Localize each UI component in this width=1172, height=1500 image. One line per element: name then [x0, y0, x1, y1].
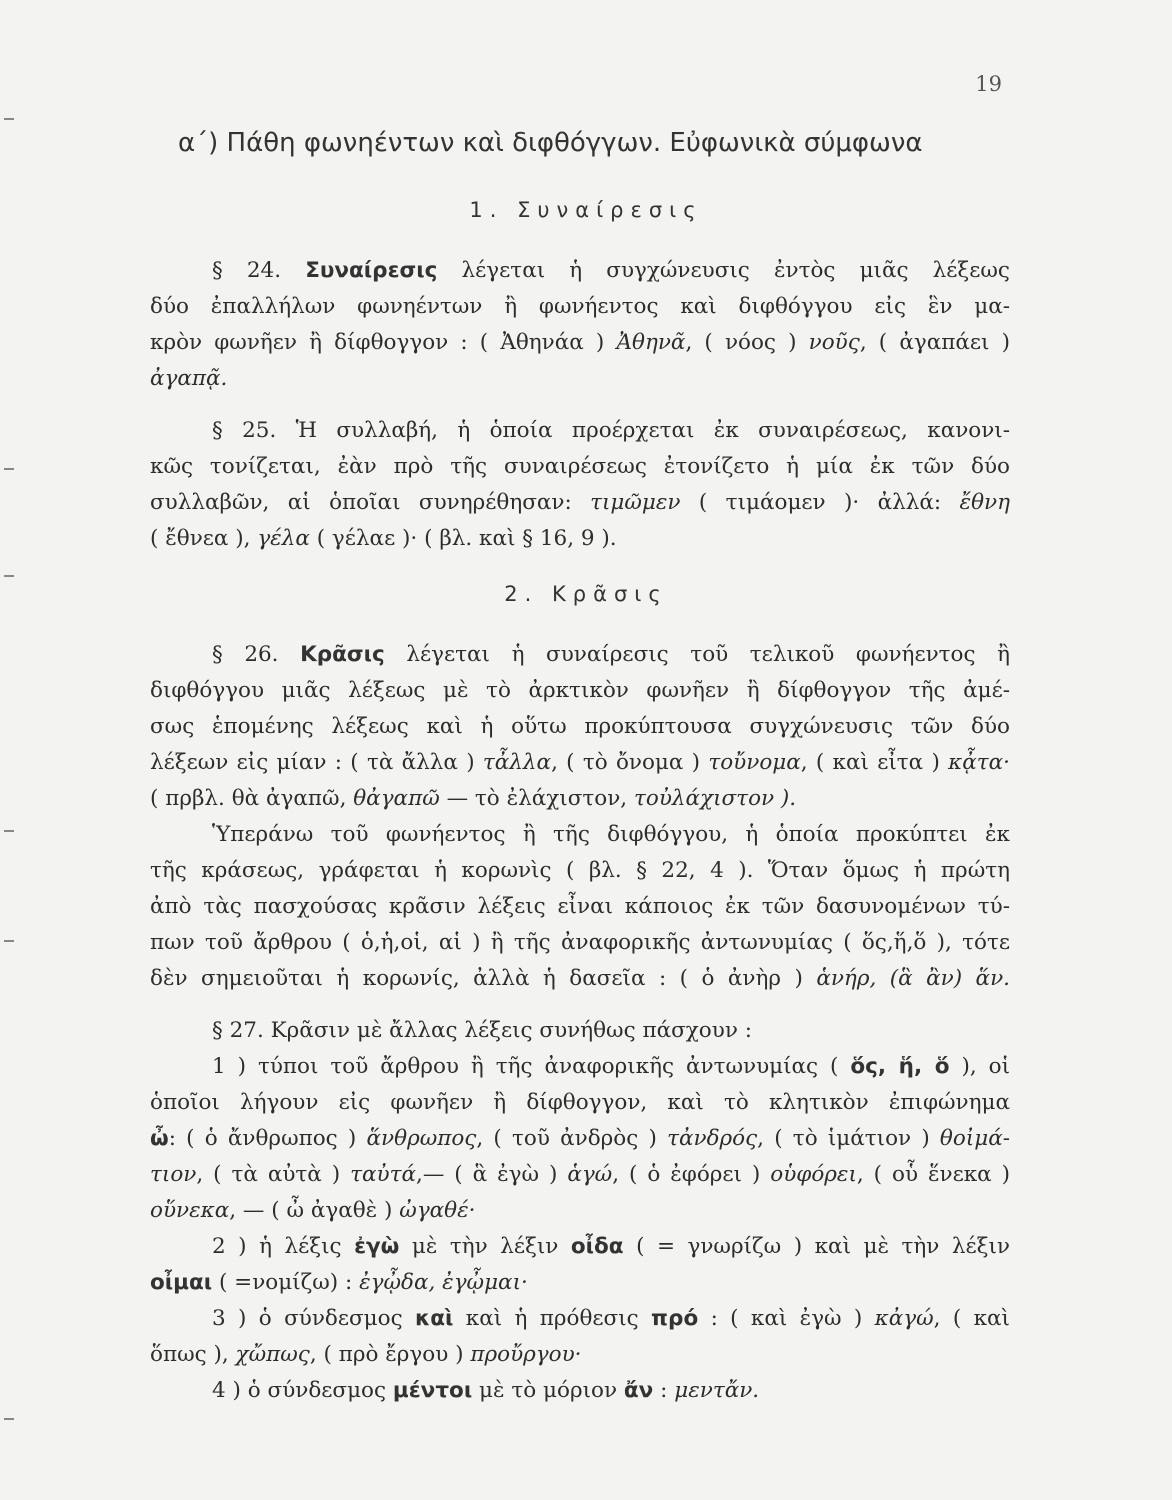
text-run: ,— ( ἃ ἐγὼ ) [416, 1162, 568, 1187]
text-run: καὶ ἡ πρόθεσις [453, 1306, 652, 1331]
text-run: : ( καὶ ἐγὼ ) [698, 1306, 875, 1331]
paragraph-25-line: § 25. Ἡ συλλαβή, ἡ ὁποία προέρχεται ἐκ συναιρέσεως, κανονι- [212, 418, 1010, 443]
paragraph-27-line [150, 1124, 1010, 1154]
example: κᾆτα· [948, 750, 1010, 775]
example: ὠγαθέ· [399, 1198, 476, 1223]
text-run: , ( πρὸ ἔργου ) [309, 1342, 471, 1367]
paragraph-26-line [150, 964, 1010, 994]
text-run: 1 ) τύποι τοῦ ἄρθρου ἢ τῆς ἀναφορικῆς ἀντωνυμίας ( [212, 1054, 851, 1079]
paragraph-26-line: Ὑπεράνω τοῦ φωνήεντος ἢ τῆς διφθόγγου, ἡ ὁποία προκύπτει ἐκ [212, 822, 1010, 847]
text-run: : [653, 1378, 675, 1403]
text-run: , ( ὁ ἐφόρει ) [612, 1162, 771, 1187]
example: οὕνεκα [150, 1198, 230, 1223]
example: προὔργου· [470, 1342, 582, 1367]
margin-mark [4, 830, 14, 832]
example: ἁνήρ, (ἃ ἂν) ἅν. [816, 966, 1010, 991]
paragraph-26-line: τῆς κράσεως, γράφεται ἡ κορωνὶς ( βλ. § 22, 4 ). Ὅταν ὅμως ἡ πρώτη [150, 858, 1010, 883]
term: καὶ [414, 1306, 454, 1331]
text-run: ), οἱ [949, 1054, 1010, 1079]
paragraph-27-line [212, 1052, 1010, 1082]
example: χὤπως [235, 1342, 310, 1367]
example: ἅνθρωπος [366, 1126, 477, 1151]
example: ἀγαπᾷ. [150, 366, 228, 391]
paragraph-26-line: σως ἑπομένης λέξεως καὶ ἡ οὕτω προκύπτουσα συγχώνευσις τῶν δύο [150, 714, 1010, 739]
example: τιμῶμεν [590, 490, 681, 515]
example: ταὐτά [350, 1162, 417, 1187]
paragraph-27-line: ὁποῖοι λήγουν εἰς φωνῆεν ἢ δίφθογγον, καὶ τὸ κλητικὸν ἐπιφώνημα [150, 1090, 1010, 1115]
example: θἀγαπῶ [353, 786, 440, 811]
margin-mark [4, 575, 14, 577]
text-run: , ( τὰ αὐτὰ ) [196, 1162, 351, 1187]
text-run: κρὸν φωνῆεν ἢ δίφθογγον : ( Ἀθηνάα ) [150, 330, 617, 355]
term: ὦ [150, 1126, 169, 1151]
margin-mark [4, 468, 14, 470]
paragraph-27-line [212, 1304, 1010, 1334]
text-run: , ( νόος ) [685, 330, 809, 355]
example: ἁγώ [567, 1162, 613, 1187]
text-run: , ( τὸ ἱμάτιον ) [757, 1126, 940, 1151]
section-number: § 26. [212, 642, 301, 667]
paragraph-26-line: διφθόγγου μιᾶς λέξεως μὲ τὸ ἀρκτικὸν φωνῆεν ἢ δίφθογγον τῆς ἀμέ- [150, 678, 1010, 703]
paragraph-26-line: πων τοῦ ἄρθρου ( ὁ,ἡ,οἱ, αἱ ) ἢ τῆς ἀναφορικῆς ἀντωνυμίας ( ὅς,ἥ,ὅ ), τότε [150, 930, 1010, 955]
text-run: ( ἔθνεα ), [150, 526, 258, 551]
term: μέντοι [392, 1378, 473, 1403]
section-number: § 24. [212, 258, 306, 283]
section-heading-krasis: 2. Κρᾶσις [504, 582, 668, 606]
text-run: ( τιμάομεν )· ἀλλά: [680, 490, 960, 515]
term: Κρᾶσις [300, 642, 385, 667]
example: τἀνδρός [667, 1126, 758, 1151]
text-run: , — ( ὦ ἀγαθὲ ) [229, 1198, 400, 1223]
text-run: , ( ἀγαπάει ) [859, 330, 1010, 355]
paragraph-25-line [150, 524, 1010, 554]
term: οἶμαι [150, 1270, 213, 1295]
text-run: : ( ὁ ἄνθρωπος ) [168, 1126, 367, 1151]
example: ἔθνη [959, 490, 1010, 515]
paragraph-25-line [150, 488, 1010, 518]
paragraph-27-line [150, 1268, 1010, 1298]
text-run: λέγεται ἡ συγχώνευσις ἐντὸς μιᾶς λέξεως [437, 258, 1010, 283]
example: τοὐλάχιστον ). [633, 786, 797, 811]
example: οὑφόρει [770, 1162, 857, 1187]
text-run: 4 ) ὁ σύνδεσμος [212, 1378, 393, 1403]
example: τἆλλα [482, 750, 552, 775]
paragraph-27-line: § 27. Κρᾶσιν μὲ ἄλλας λέξεις συνήθως πάσχουν : [212, 1018, 752, 1043]
paragraph-24-line: δύο ἐπαλλήλων φωνηέντων ἢ φωνήεντος καὶ διφθόγγου εἰς ἓν μα- [150, 294, 1010, 319]
example: τιον [150, 1162, 197, 1187]
term: πρό [651, 1306, 699, 1331]
text-run: λέγεται ἡ συναίρεσις τοῦ τελικοῦ φωνήεντος ἢ [384, 642, 1010, 667]
text-run: συλλαβῶν, αἱ ὁποῖαι συνηρέθησαν: [150, 490, 591, 515]
paragraph-27-line [212, 1232, 1010, 1262]
term: ἐγὼ [354, 1234, 400, 1259]
text-run: , ( τὸ ὄνομα ) [551, 750, 709, 775]
example: μεντἄν. [674, 1378, 760, 1403]
paragraph-26-line [212, 640, 1010, 670]
term: ὅς, ἥ, ὅ [850, 1054, 950, 1079]
example: τοὔνομα [708, 750, 801, 775]
text-run: 3 ) ὁ σύνδεσμος [212, 1306, 415, 1331]
example: Ἀθηνᾶ [616, 330, 686, 355]
paragraph-27-line [212, 1376, 1072, 1406]
example: ἐγᾦδα, ἐγᾦμαι· [359, 1270, 528, 1295]
text-run: ( γέλαε )· ( βλ. καὶ § 16, 9 ). [309, 526, 617, 551]
term: ἄν [623, 1378, 654, 1403]
text-run: μὲ τὴν λέξιν [399, 1234, 571, 1259]
section-heading-synairesis: 1. Συναίρεσις [469, 198, 703, 222]
paragraph-24-line [212, 256, 1010, 286]
paragraph-26-line [150, 784, 1010, 814]
paragraph-25-line: κῶς τονίζεται, ἐὰν πρὸ τῆς συναιρέσεως ἐτονίζετο ἡ μία ἐκ τῶν δύο [150, 454, 1010, 479]
chapter-title: α΄) Πάθη φωνηέντων καὶ διφθόγγων. Εὐφωνικὰ σύμφωνα [178, 128, 923, 158]
text-run: , ( καὶ [933, 1306, 1010, 1331]
text-run: ( πρβλ. θὰ ἀγαπῶ, [150, 786, 354, 811]
text-run: δὲν σημειοῦται ἡ κορωνίς, ἀλλὰ ἡ δασεῖα : ( ὁ ἀνὴρ ) [150, 966, 817, 991]
term: Συναίρεσις [305, 258, 438, 283]
text-run: , ( καὶ εἶτα ) [800, 750, 949, 775]
paragraph-27-line [150, 1160, 1010, 1190]
margin-mark [4, 940, 14, 942]
text-run: — τὸ ἐλάχιστον, [439, 786, 634, 811]
example: νοῦς [808, 330, 860, 355]
text-run: ( =νομίζω) : [212, 1270, 360, 1295]
term: οἶδα [570, 1234, 624, 1259]
paragraph-27-line [150, 1340, 1010, 1370]
paragraph-27-line [150, 1196, 1010, 1226]
text-run: ( = γνωρίζω ) καὶ μὲ τὴν λέξιν [623, 1234, 1010, 1259]
example: θοἰμά- [939, 1126, 1010, 1151]
text-run: ὅπως ), [150, 1342, 236, 1367]
text-run: μὲ τὸ μόριον [472, 1378, 624, 1403]
example: κἀγώ [874, 1306, 934, 1331]
text-run: , ( οὗ ἕνεκα ) [856, 1162, 1011, 1187]
paragraph-26-line [150, 748, 1010, 778]
margin-mark [4, 1418, 14, 1420]
margin-mark [4, 118, 14, 120]
text-run: 2 ) ἡ λέξις [212, 1234, 355, 1259]
example: γέλα [257, 526, 310, 551]
text-run: , ( τοῦ ἀνδρὸς ) [476, 1126, 668, 1151]
paragraph-26-line: ἀπὸ τὰς πασχούσας κρᾶσιν λέξεις εἶναι κάποιος ἐκ τῶν δασυνομένων τύ- [150, 894, 1010, 919]
text-run: λέξεων εἰς μίαν : ( τὰ ἄλλα ) [150, 750, 483, 775]
paragraph-24-line [150, 328, 1010, 358]
page-number: 19 [975, 72, 1002, 96]
paragraph-24-line [150, 364, 1010, 394]
